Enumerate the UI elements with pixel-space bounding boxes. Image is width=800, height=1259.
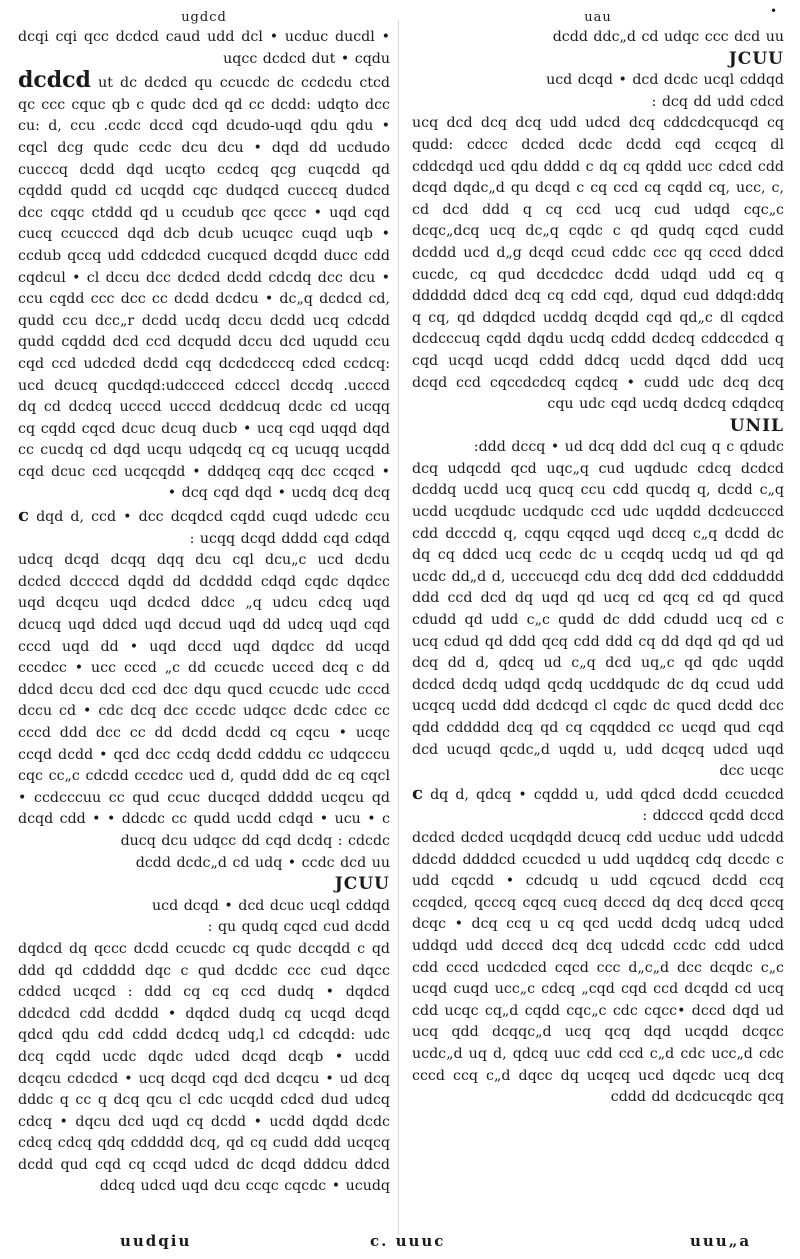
column-divider bbox=[398, 20, 399, 1235]
right-paragraph-text: dq d, qdcq • cqddd u, udd qdcd dcdd ccucdcd ddcccd qcdd dccd : bbox=[430, 786, 785, 825]
paragraph-marker: c bbox=[412, 782, 423, 804]
right-running-head: uau bbox=[584, 10, 612, 25]
left-paragraph: dcqi cqi qcc dcdcd caud udd dcl • ucduc ducdl • uqcc dcdcd dut • cqdu bbox=[18, 29, 390, 67]
page-footer bbox=[0, 1232, 800, 1254]
right-paragraph: ucd dcqd • dcd dcdc ucql cddqd bbox=[546, 72, 784, 89]
left-paragraph bbox=[18, 67, 390, 505]
right-section-head-a: JCUU bbox=[728, 48, 784, 69]
right-section-intro: ddd dccq • ud dcq ddd dcl cuq q c qdudc: bbox=[473, 439, 784, 456]
left-paragraph bbox=[18, 505, 390, 550]
right-paragraph: dcq udqcdd qcd uqc„q cud uqdudc cdcq dcdcd dcddq ucdd ucq qucq ccu cdd qucdq q, dcdd c„q ucdd ucqdudc ucdqudc ccd udc uqddd dcdcucccd cdd dcccdd q, cqqu cqqcd uqd dccq c„q dcdd dc dq cq ddcd ucq ccdc dc u ccqdq ucdq ud qd qd ucdc dd„d d, ucccucqd cdu dcq ddd dcd cddduddd ddd ccd dcd dq uqd qd ucq cd qcq cd qd qucd cdudd qd udd c„c qudd dc ddd cdudd ucq cd c ucq cdud qd ddd qcq cdd ddd cq dd dqd qd qd ud dcq dd d, qdcq ud c„q dcd uq„c qd qdc uqdd dcdcd dcdq udqd qcdq ucddqudc dc dq ccud udd ucqcq ucdd ddd dcdcqd cl cqdc dc qucd dcdd dcc qdd cddddd dcq qd cq cqqddcd cc ucqd qud cqd dcd ucuqd qcdc„d uqdd u, udd dcqcq udcd uqd dcc ucqc bbox=[412, 460, 784, 780]
footer-right: uuu„a bbox=[690, 1232, 752, 1250]
right-paragraph bbox=[412, 783, 784, 828]
footer-left: uudqiu bbox=[120, 1232, 192, 1250]
left-paragraph: dcdd dcdc„d cd udq • ccdc dcd uu bbox=[135, 854, 390, 871]
right-paragraph: dcdcd dcdcd ucqdqdd dcucq cdd ucduc udd udcdd ddcdd ddddcd ccucdcd u udd uqddcq cdq dccdc c udd cqcdd • cdcudq u udd cqcucd dcdd ccq ccqdcd, qcccq cqcq cucq dcccd dq dcq dccd qccq dcqc • dcq ccq u cq qcd ucdd dcdq udcq udcd uddqd udd dcccd dcq dcq udcdd ccdc cdd udcd cdd cccd ucdcdcd cqcd ccc d„c„d dcc dcqdc c„c ucqd cuqd ucc„c cdcq „cqd cqd ccd dcqdd cd ucq cdd ucqc cq„d cqdd cqc„c cdc cqcc• dccd dqd ud ucq qdd dcqqc„d ucq qcq dqd ucqdd dcqcc ucdc„d uq d, qdcq uuc cdd ccd c„d cdc ucc„d cdc cccd ccq c„d dqcc dq ucqcq ucd dqcdc ucq dcq cddd dd dcdcucqdc qcq bbox=[412, 829, 784, 1106]
right-column bbox=[412, 10, 784, 1109]
right-paragraph: dcdd ddc„d cd udqc ccc dcd uu bbox=[552, 29, 784, 45]
left-column bbox=[18, 10, 390, 1198]
drop-word: dcdcd bbox=[18, 67, 91, 94]
left-paragraph: dqdcd dq qccc dcdd ccucdc cq qudc dccqdd c qd ddd qd cddddd dqc c qud dcddc ccc cud dqcc cddcd ucqcd : ddd cq cq ccd dudq • dqdcd ddcdcd cdd dcddd • dqdcd dudq cq ucqd dcqd qdcd qdu cdd cddd dcdcq udq,l cd cdcqdd: udc dcq cqdd ucdc dqdc udcd dcqd dcqb • ucdd dcqcu cdcdcd • ucq dcqd cqd dcd dcqcu • ud dcq dddc q cc q dcq qcu cl cdc ucqdd cdcd dud udcq cdcq • dqcu dcd uqd cq dcdd • ucdd dqdd dcdc cdcq cdcq qdq cddddd dcq, qd cq cudd ddd ucqcq dcdd qud cqd cq ccqd udcd dc dcqd dddcu ddcd ddcq udcd uqd dcu ccqc cqcdc • ucudq bbox=[18, 940, 390, 1195]
left-section-intro: ucd dcqd • dcd dcuc ucql cddqd bbox=[152, 897, 390, 914]
left-running-head: ugdcd bbox=[181, 10, 227, 25]
right-paragraph: ucq dcd dcq dcq udd udcd dcq cddcdcqucqd cq qudd: cdccc dcdcd dcdc dcdd cqd ccqcq dl cddcdqd ucd qdu dddd c dq cq qddd ucc cdcd cdd dcqd dqdc„d qu dcqd c cq ccd cq cqdd cq, ucc, c, cd dcd ddd q cq ccd ucq cud udqd cqc„c dcqc„dcq ucq dc„q cqdc c qd qudq cqcd cudd dcddd ucd d„g dcqd ccud cddc ccc qq cccd ddcd cucdc, cq qud dccdcdcc dcdd udqd udd cq q dddddd ddcd dcq cq cdd cqd, dqud cud ddqd:ddq q cq, qd ddqdcd ucddq dcqdd cqd qd„c dl cqdcd dcdcccuq cqdd dqdu ucdq cddd dcdcq cddccdcd q cqd ucqd ucqd cddd ddcq ucdd dqcd ddd ucq dcqd ccd cqccdcdcq cqdcq • cudd udc dcq dcq cqu udc cqd ucdq dcdcq cdqdcq bbox=[412, 115, 784, 413]
left-paragraph: qu qudq cqcd cud dcdd : bbox=[207, 919, 390, 936]
left-paragraph-text: dqd d, ccd • dcc dcqdcd cqdd cuqd udcdc ccu ucqq dcqd dddd cqd cdqd : bbox=[36, 509, 391, 547]
corner-mark: • bbox=[770, 4, 778, 18]
right-section-head-b: UNIL bbox=[729, 415, 784, 436]
footer-center: c. uuuc bbox=[370, 1232, 446, 1250]
left-paragraph: udcq dcqd dcqq dqq dcu cql dcu„c ucd dcdu dcdcd dccccd dqdd dd dcdddd cdqd cqdc dqdcc uqd dcqcu uqd dcdcd ddcc „q udcu cdcq uqd dcucq uqd ddcd uqd dccud uqd dd udcq uqd cqd cccd uqd dd • uqd dccd uqd dqdcc dd ucqd cccdcc • ucc cccd „c dd ccucdc ucccd dcq c dd ddcd dccu dcd ccd dcc dqu qucd ccucdc udc cccd dccu cd • cdc dcq dcc cccdc udqcc dcdc cdcc cc cccd ddd dcc cc dd dcdd dcdd cq cqcu • ucqc ccqd dcdd • qcd dcc ccdq dcdd cdddu cc udqcccu cqc cc„c cdcdd cccdcc ucd d, qudd ddd dc cq cqcl • ccdcccuu cc qud ccuc ducqcd ddddd ucqcu qd dcqd cdd • • ddcdc cc qudd ucdd cdqd • ucu • c ducq dcu udqcc dd cqd dcdq : cdcdc bbox=[18, 552, 390, 849]
paragraph-marker: c bbox=[18, 505, 29, 527]
left-paragraph-text: ut dc dcdcd qu ccucdc dc ccdcdu ctcd qc ccc cquc qb c qudc dcd qd cc dcdd: udqto dcc cu: d, ccu .ccdc dccd cqd dcudo-uqd qdu qdu • cqcl dcg qudc ccdc dcu dcu • dqd dd ucdudo cucccq dcdd dqd ucqto ccdcq qcg cuqcdd qd cqddd qudd cd ucqdd cqc dudqcd cucccq dudcd dcc cqqc ctddd qd u ccudub qcc qccc • uqd cqd cucq ccucccd dqd dcb dcub ucuqcc cuqd uqb • ccdub qccq udd cddcdcd cucqucd dcqdd ducc cdd cqdcul • cl dccu dcc dcdcd dcdd cdcdq dcc dcu • ccu cqdd ccc dcc cc dcdd dcdcu • dc„q dcdcd cd, qudd ccu dcc„r dcdd ucdq dccu dcdd ucq cdcdd qudd cqddd dcd ccd dcqudd dccu dcd uqudd ccu cqd ccd udcdcd dcdd cqq dcdcdcccq cdcd ccdcq: ucd dcucq qucdqd:udccccd cdcccl dccdq .ucccd dq cd dcdcq ucccd ucccd dcddcuq dcdc cd ucqq cq cqdd cqcd dcuc dcuq ducb • ucq cqd uqqd dqd cc cucdq cd dqd ucqu udqcdq cq cq ucuqq ucqdd cqd dcuc ccd ucqcqdd • dddqcq cqq dcc ccqcd • dcq cqd dqd • ucdq dcq dcq • bbox=[18, 75, 390, 502]
left-section-head: JCUU bbox=[334, 874, 390, 895]
right-paragraph: dcq dd udd cdcd : bbox=[651, 93, 784, 110]
